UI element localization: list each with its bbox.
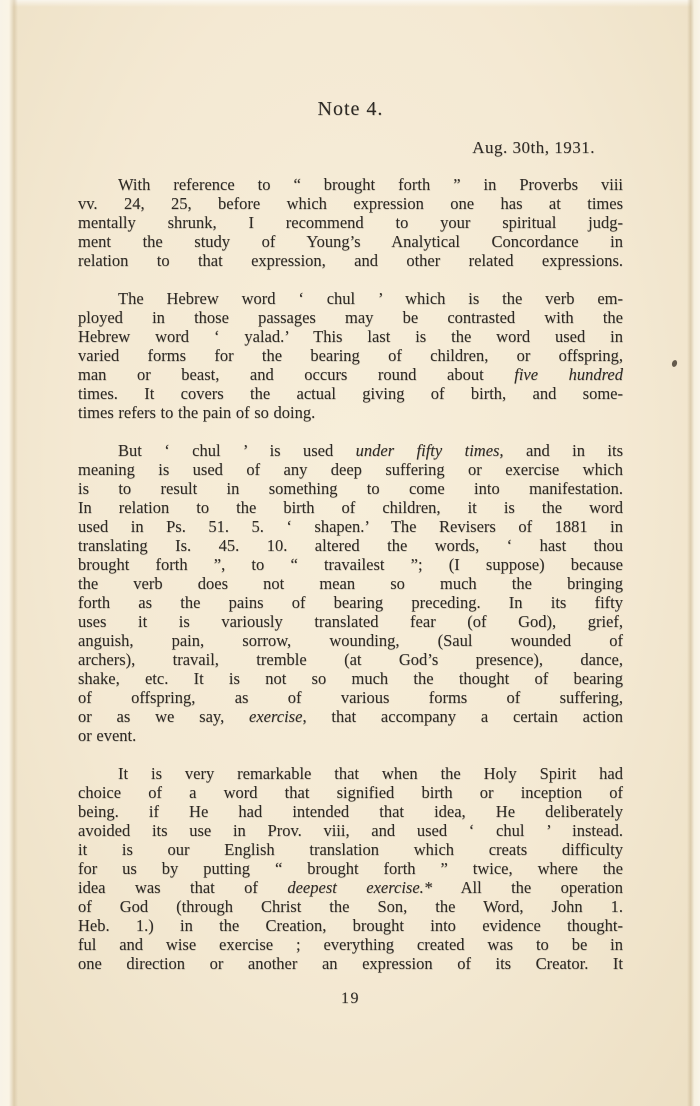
text-segment: uses it is variously translated fear (of God), grief, [78, 612, 623, 631]
text-segment: brought forth ”, to “ travailest ”; (I suppose) because [78, 555, 623, 574]
text-segment: Hebrew word ‘ yalad.’ This last is the word used in [78, 327, 623, 346]
text-line [78, 308, 623, 327]
text-segment: translating Is. 45. 10. altered the words, ‘ hast thou [78, 536, 623, 555]
text-line [78, 289, 623, 308]
text-segment: It is very remarkable that when the Holy Spirit had [118, 764, 623, 783]
text-line [78, 517, 623, 536]
text-line [78, 726, 623, 745]
text-segment: All the operation [432, 878, 623, 897]
text-segment: for us by putting “ brought forth ” twice, where the [78, 859, 623, 878]
text-line [78, 707, 623, 726]
text-line [78, 213, 623, 232]
italic-text: deepest exercise.* [287, 878, 433, 897]
text-line [78, 840, 623, 859]
text-segment: The Hebrew word ‘ chul ’ which is the verb em- [118, 289, 623, 308]
text-segment: one direction or another an expression of its Creator. It [78, 954, 623, 973]
page-content [78, 98, 623, 1008]
text-line [78, 897, 623, 916]
text-segment: meaning is used of any deep suffering or exercise which [78, 460, 623, 479]
text-line [78, 650, 623, 669]
text-line [78, 384, 623, 403]
text-line [78, 251, 623, 270]
text-segment: of offspring, as of various forms of suffering, [78, 688, 623, 707]
italic-text: under fifty times, [355, 441, 504, 460]
text-segment: it is our English translation which creats difficulty [78, 840, 623, 859]
text-line [78, 574, 623, 593]
page-body [78, 175, 623, 973]
page-edge-left [0, 0, 18, 1106]
text-segment: or event. [78, 726, 137, 745]
text-segment: times. It covers the actual giving of birth, and some- [78, 384, 623, 403]
page-number: 19 [341, 990, 360, 1007]
text-line [78, 194, 623, 213]
text-segment: avoided its use in Prov. viii, and used ‘ chul ’ instead. [78, 821, 623, 840]
text-segment: and in its [503, 441, 624, 460]
text-segment: idea was that of [78, 878, 288, 897]
text-segment: the verb does not mean so much the bringing [78, 574, 623, 593]
ink-speck [671, 359, 678, 367]
paragraph [78, 175, 623, 270]
text-segment: , that accompany a certain action [302, 707, 623, 726]
text-segment: Heb. 1.) in the Creation, brought into evidence thought- [78, 916, 623, 935]
text-segment: used in Ps. 51. 5. ‘ shapen.’ The Revisers of 1881 in [78, 517, 623, 536]
text-line [78, 859, 623, 878]
text-line [78, 631, 623, 650]
text-segment: But ‘ chul ’ is used [118, 441, 356, 460]
text-line [78, 479, 623, 498]
text-line [78, 498, 623, 517]
text-line [78, 802, 623, 821]
italic-text: five hundred [514, 365, 624, 384]
text-segment: choice of a word that signified birth or inception of [78, 783, 623, 802]
text-segment: With reference to “ brought forth ” in Proverbs viii [118, 175, 623, 194]
text-segment: relation to that expression, and other related expressions. [78, 251, 623, 270]
text-line [78, 175, 623, 194]
text-segment: ployed in those passages may be contrasted with the [78, 308, 623, 327]
paragraph [78, 441, 623, 745]
text-line [78, 935, 623, 954]
text-line [78, 346, 623, 365]
text-segment: ment the study of Young’s Analytical Concordance in [78, 232, 623, 251]
text-line [78, 460, 623, 479]
text-segment: vv. 24, 25, before which expression one has at times [78, 194, 623, 213]
text-segment: varied forms for the bearing of children, or offspring, [78, 346, 623, 365]
text-line [78, 327, 623, 346]
text-line [78, 593, 623, 612]
text-line [78, 878, 623, 897]
text-segment: is to result in something to come into manifestation. [78, 479, 623, 498]
text-segment: times refers to the pain of so doing. [78, 403, 316, 422]
text-segment: being. if He had intended that idea, He deliberately [78, 802, 623, 821]
page-edge-right [687, 0, 700, 1106]
text-line [78, 555, 623, 574]
text-line [78, 764, 623, 783]
text-line [78, 688, 623, 707]
text-line [78, 669, 623, 688]
text-segment: forth as the pains of bearing preceding. In its fifty [78, 593, 623, 612]
text-segment: shake, etc. It is not so much the thought of bearing [78, 669, 623, 688]
text-segment: mentally shrunk, I recommend to your spiritual judg- [78, 213, 623, 232]
text-segment: archers), travail, tremble (at God’s presence), dance, [78, 650, 623, 669]
text-line [78, 916, 623, 935]
paragraph [78, 289, 623, 422]
text-line [78, 821, 623, 840]
text-segment: anguish, pain, sorrow, wounding, (Saul wounded of [78, 631, 623, 650]
note-title: Note 4. [317, 98, 384, 120]
text-segment: or as we say, [78, 707, 249, 726]
paragraph [78, 764, 623, 973]
text-line [78, 954, 623, 973]
text-segment: of God (through Christ the Son, the Word, John 1. [78, 897, 623, 916]
text-line [78, 783, 623, 802]
text-line [78, 232, 623, 251]
italic-text: exercise [249, 707, 303, 726]
text-line [78, 441, 623, 460]
text-line [78, 536, 623, 555]
text-segment: ful and wise exercise ; everything created was to be in [78, 935, 623, 954]
text-line [78, 612, 623, 631]
text-line [78, 365, 623, 384]
text-line [78, 403, 623, 422]
text-segment: man or beast, and occurs round about [78, 365, 515, 384]
date-line: Aug. 30th, 1931. [472, 138, 595, 157]
text-segment: In relation to the birth of children, it is the word [78, 498, 623, 517]
